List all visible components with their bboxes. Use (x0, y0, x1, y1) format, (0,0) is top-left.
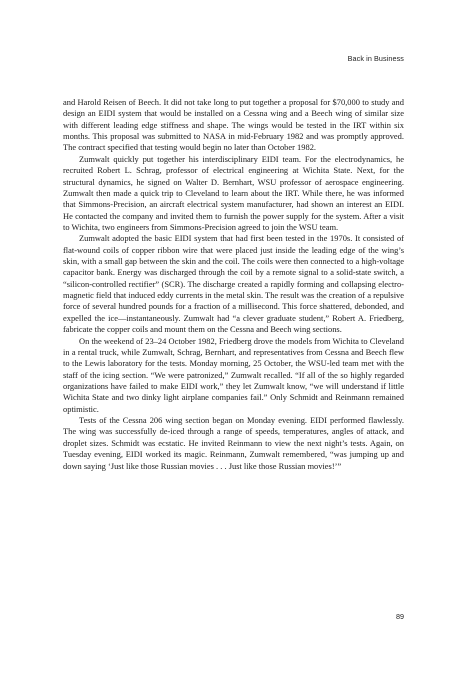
paragraph: Zumwalt quickly put together his interdisciplinary EIDI team. For the electrodynamics, he recruited Robert L. Schrag, professor of electrical engineering at Wichita State. Next, for the structural dynamics, he signed on Walter D. Bernhart, WSU professor of aerospace engineering. Zumwalt then made a quick trip to Cleveland to learn about the IRT. While there, he was informed that Simmons-Precision, an aircraft electrical system manufacturer, had shown an interest an EIDI. He contacted the company and invited them to furnish the power supply for the system. After a visit to Wichita, two engineers from Simmons-Precision agreed to join the WSU team. (63, 153, 404, 232)
paragraph: and Harold Reisen of Beech. It did not take long to put together a proposal for $70,000 to study and design an EIDI system that would be installed on a Cessna wing and a Beech wing of similar size with different leading edge stiffness and shape. The wings would be tested in the IRT within six months. This proposal was submitted to NASA in mid-February 1982 and was promptly approved. The contract specified that testing would begin no later than October 1982. (63, 97, 404, 153)
body-text (63, 97, 404, 472)
paragraph: On the weekend of 23–24 October 1982, Friedberg drove the models from Wichita to Cleveland in a rental truck, while Zumwalt, Schrag, Bernhart, and representatives from Cessna and Beech flew to the Lewis laboratory for the tests. Monday morning, 25 October, the WSU-led team met with the staff of the icing section. “We were patronized,” Zumwalt recalled. “If all of the so highly regarded organizations have failed to make EIDI work,” they let Zumwalt know, “we will understand if little Wichita State and two dinky light airplane companies fail.” Only Schmidt and Reinmann remained optimistic. (63, 335, 404, 414)
running-head: Back in Business (347, 54, 404, 63)
paragraph: Tests of the Cessna 206 wing section began on Monday evening. EIDI performed flawlessly. The wing was successfully de-iced through a range of speeds, temperatures, angles of attack, and droplet sizes. Schmidt was ecstatic. He invited Reinmann to view the next night’s tests. Again, on Tuesday evening, EIDI worked its magic. Reinmann, Zumwalt remembered, “was jumping up and down saying ‘Just like those Russian movies . . . Just like those Russian movies!’” (63, 415, 404, 471)
page-number: 89 (396, 612, 404, 621)
paragraph: Zumwalt adopted the basic EIDI system that had first been tested in the 1970s. It consisted of flat-wound coils of copper ribbon wire that were placed just inside the leading edge of the wing’s skin, with a small gap between the skin and the coil. The coils were then connected to a high-voltage capacitor bank. Energy was discharged through the coil by a remote signal to a solid-state switch, a “silicon-controlled rectifier” (SCR). The discharge created a rapidly forming and collapsing electro-magnetic field that induced eddy currents in the metal skin. The result was the creation of a repulsive force of several hundred pounds for a fraction of a millisecond. This force shattered, debonded, and expelled the ice—instantaneously. Zumwalt had “a clever graduate student,” Robert A. Friedberg, fabricate the copper coils and mount them on the Cessna and Beech wing sections. (63, 233, 404, 335)
